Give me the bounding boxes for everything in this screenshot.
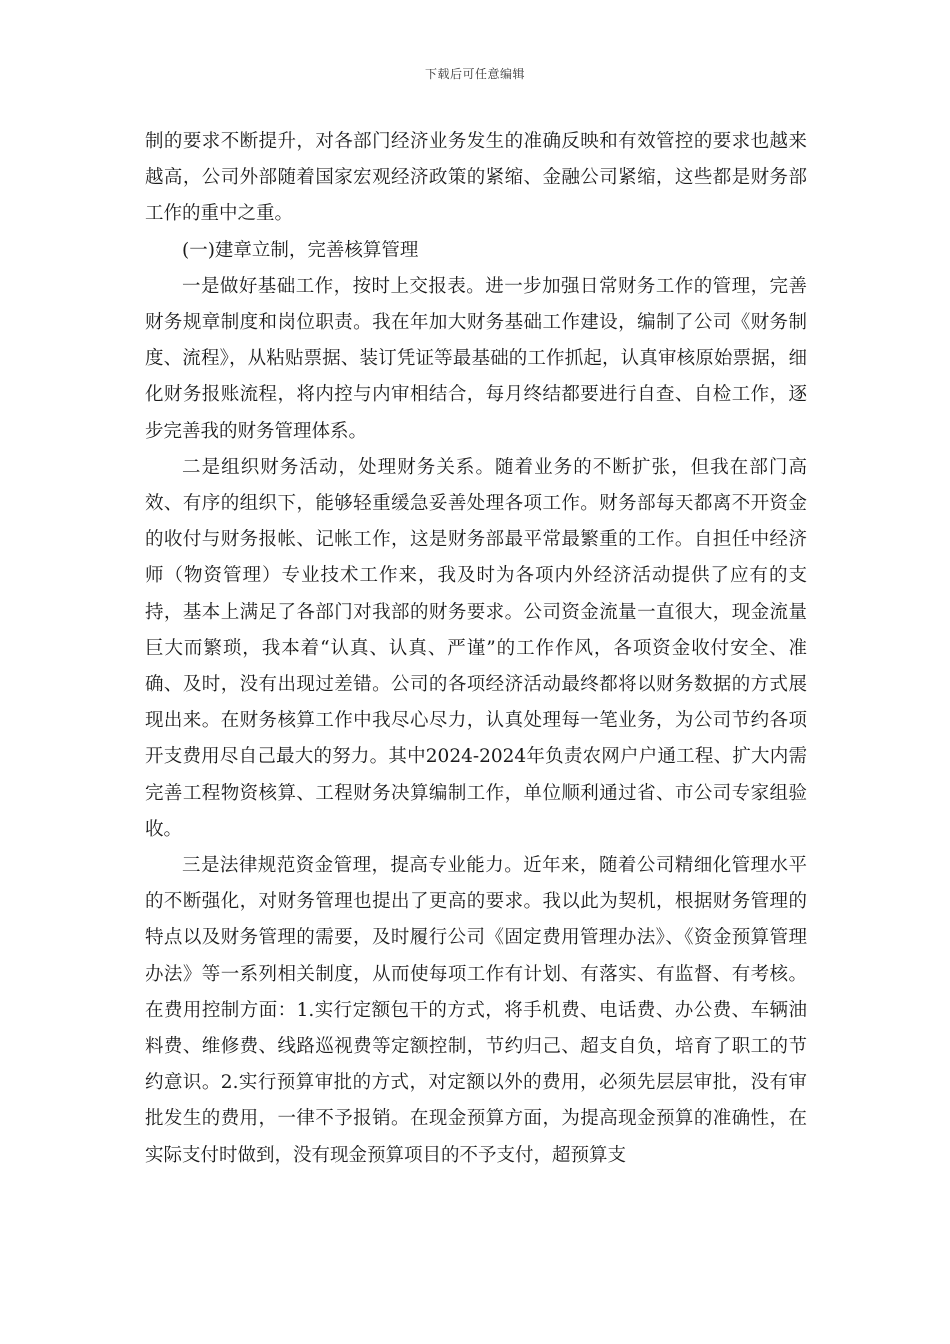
document-body [145,124,807,1174]
paragraph-basic-work: 一是做好基础工作，按时上交报表。进一步加强日常财务工作的管理，完善财务规章制度和岗位职责。我在年加大财务基础工作建设，编制了公司《财务制度、流程》，从粘贴票据、装订凭证等最基础的工作抓起，认真审核原始票据，细化财务报账流程，将内控与内审相结合，每月终结都要进行自查、自检工作，逐步完善我的财务管理体系。 [145,275,807,442]
paragraph-financial-activities: 二是组织财务活动，处理财务关系。随着业务的不断扩张，但我在部门高效、有序的组织下，能够轻重缓急妥善处理各项工作。财务部每天都离不开资金的收付与财务报帐、记帐工作，这是财务部最平常最繁重的工作。自担任中经济师（物资管理）专业技术工作来，我及时为各项内外经济活动提供了应有的支持，基本上满足了各部门对我部的财务要求。公司资金流量一直很大，现金流量巨大而繁琐，我本着“认真、认真、严谨”的工作作风，各项资金收付安全、准确、及时，没有出现过差错。公司的各项经济活动最终都将以财务数据的方式展现出来。在财务核算工作中我尽心尽力，认真处理每一笔业务，为公司节约各项开支费用尽自己最大的努力。其中2024-2024年负责农网户户通工程、扩大内需完善工程物资核算、工程财务决算编制工作，单位顺利通过省、市公司专家组验收。 [145,456,807,840]
page-header: 下载后可任意编辑 [424,67,525,81]
paragraph-continuation: 制的要求不断提升，对各部门经济业务发生的准确反映和有效管控的要求也越来越高，公司外部随着国家宏观经济政策的紧缩、金融公司紧缩，这些都是财务部工作的重中之重。 [145,131,807,225]
section-heading: (一)建章立制，完善核算管理 [182,239,419,261]
paragraph-fund-management: 三是法律规范资金管理，提高专业能力。近年来，随着公司精细化管理水平的不断强化，对财务管理也提出了更高的要求。我以此为契机，根据财务管理的特点以及财务管理的需要，及时履行公司《固定费用管理办法》、《资金预算管理办法》等一系列相关制度，从而使每项工作有计划、有落实、有监督、有考核。在费用控制方面：1.实行定额包干的方式，将手机费、电话费、办公费、车辆油料费、维修费、线路巡视费等定额控制，节约归己、超支自负，培育了职工的节约意识。2.实行预算审批的方式，对定额以外的费用，必须先层层审批，没有审批发生的费用，一律不予报销。在现金预算方面，为提高现金预算的准确性，在实际支付时做到，没有现金预算项目的不予支付，超预算支 [145,855,807,1166]
